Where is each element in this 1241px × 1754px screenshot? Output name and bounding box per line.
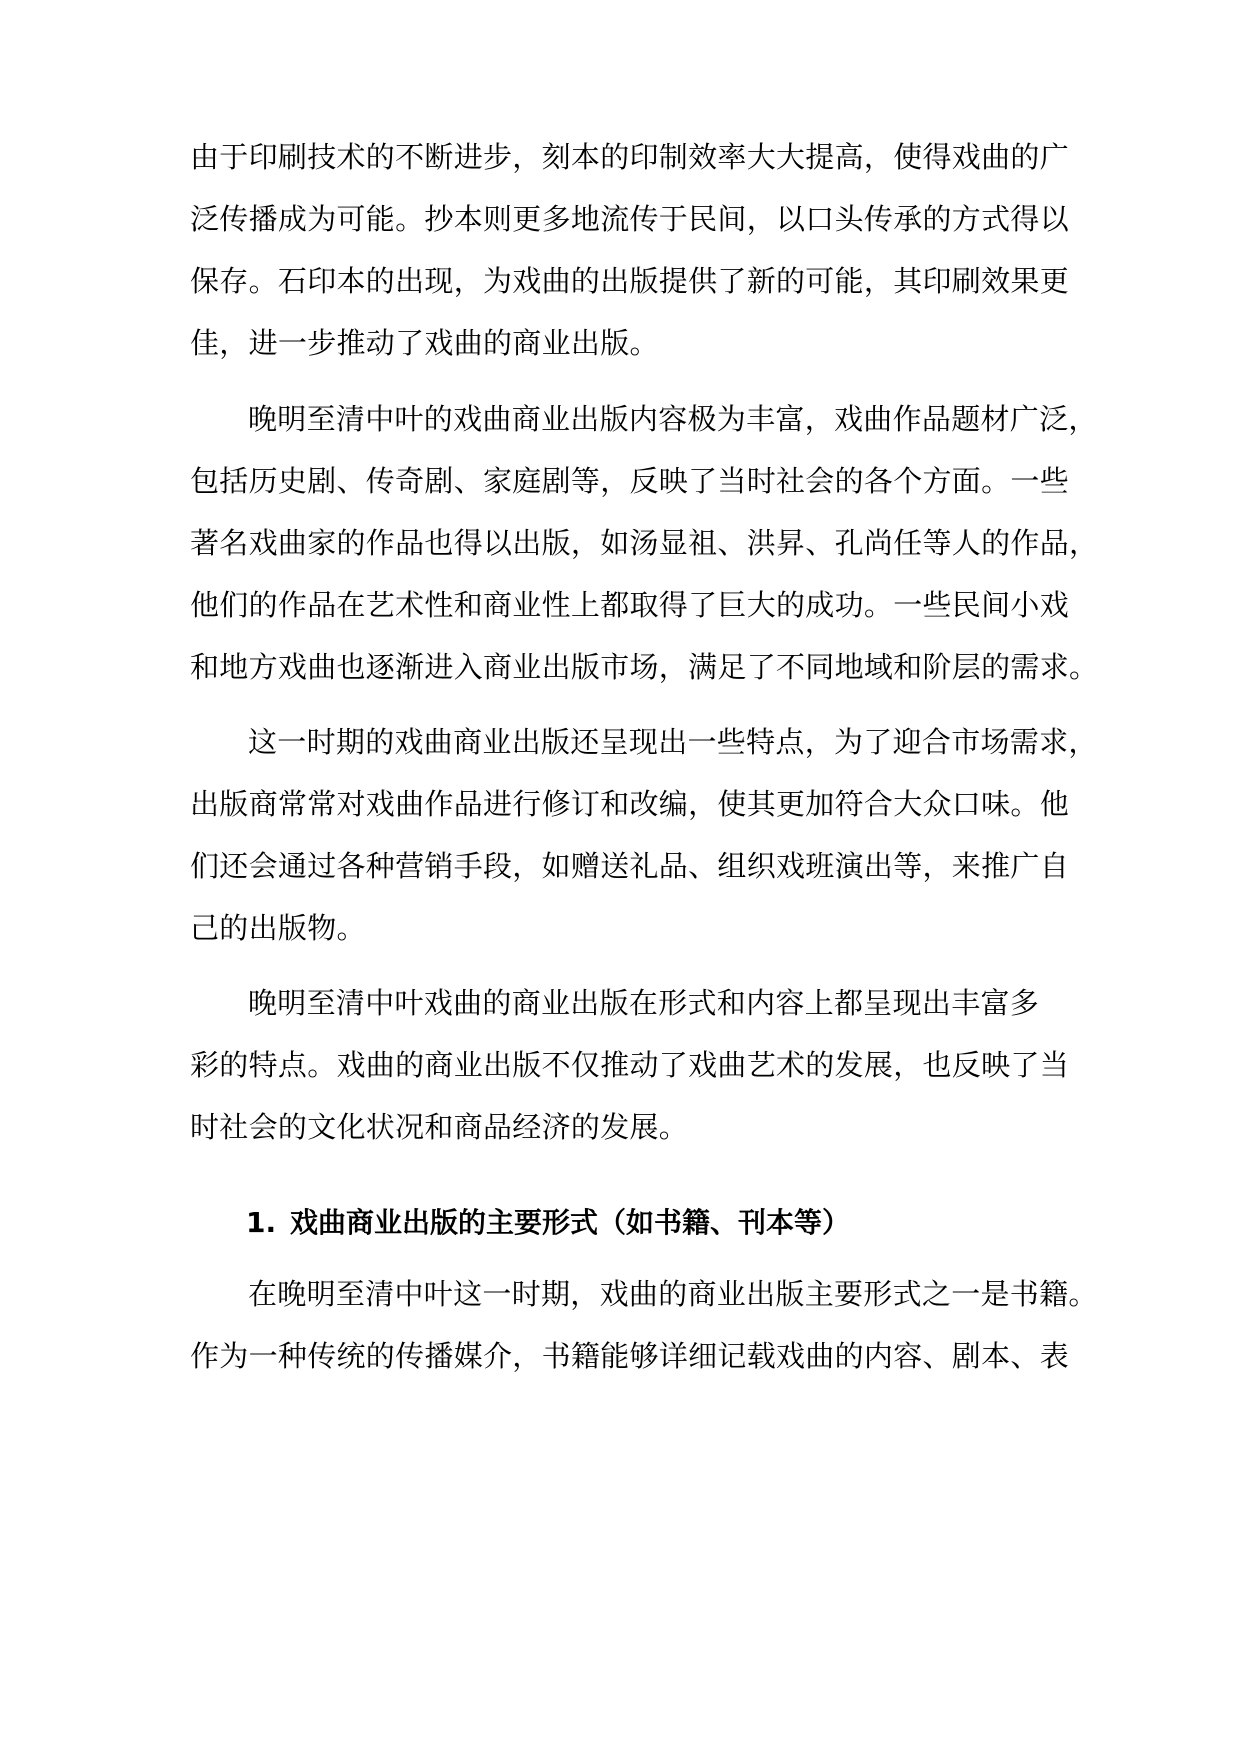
paragraph-4-line-1: 晚明至清中叶戏曲的商业出版在形式和内容上都呈现出丰富多 bbox=[248, 986, 1040, 1020]
section-paragraph-line-2: 作为一种传统的传播媒介，书籍能够详细记载戏曲的内容、剧本、表 bbox=[190, 1339, 1070, 1373]
section-heading bbox=[246, 1203, 1046, 1243]
paragraph-3-line-1: 这一时期的戏曲商业出版还呈现出一些特点，为了迎合市场需求， bbox=[248, 725, 1098, 759]
paragraph-3-line-3: 们还会通过各种营销手段，如赠送礼品、组织戏班演出等，来推广自 bbox=[190, 849, 1070, 883]
section-heading-text: 戏曲商业出版的主要形式（如书籍、刊本等） bbox=[290, 1206, 851, 1239]
paragraph-2-line-4: 他们的作品在艺术性和商业性上都取得了巨大的成功。一些民间小戏 bbox=[190, 588, 1070, 622]
paragraph-2-line-2: 包括历史剧、传奇剧、家庭剧等，反映了当时社会的各个方面。一些 bbox=[190, 464, 1070, 498]
paragraph-2-line-1: 晚明至清中叶的戏曲商业出版内容极为丰富，戏曲作品题材广泛， bbox=[248, 402, 1098, 436]
paragraph-3-line-4: 己的出版物。 bbox=[190, 911, 366, 945]
section-heading-number: 1. bbox=[246, 1206, 277, 1239]
paragraph-3-line-2: 出版商常常对戏曲作品进行修订和改编，使其更加符合大众口味。他 bbox=[190, 787, 1070, 821]
paragraph-4-line-3: 时社会的文化状况和商品经济的发展。 bbox=[190, 1110, 689, 1144]
paragraph-2-line-5: 和地方戏曲也逐渐进入商业出版市场，满足了不同地域和阶层的需求。 bbox=[190, 650, 1099, 684]
paragraph-1-line-2: 泛传播成为可能。抄本则更多地流传于民间，以口头传承的方式得以 bbox=[190, 202, 1070, 236]
paragraph-2-line-3: 著名戏曲家的作品也得以出版，如汤显祖、洪昇、孔尚任等人的作品， bbox=[190, 526, 1099, 560]
paragraph-4-line-2: 彩的特点。戏曲的商业出版不仅推动了戏曲艺术的发展，也反映了当 bbox=[190, 1048, 1070, 1082]
paragraph-1-line-1: 由于印刷技术的不断进步，刻本的印制效率大大提高，使得戏曲的广 bbox=[190, 140, 1070, 174]
section-paragraph-line-1: 在晚明至清中叶这一时期，戏曲的商业出版主要形式之一是书籍。 bbox=[248, 1277, 1098, 1311]
paragraph-1-line-4: 佳，进一步推动了戏曲的商业出版。 bbox=[190, 326, 659, 360]
paragraph-1-line-3: 保存。石印本的出现，为戏曲的出版提供了新的可能，其印刷效果更 bbox=[190, 264, 1070, 298]
